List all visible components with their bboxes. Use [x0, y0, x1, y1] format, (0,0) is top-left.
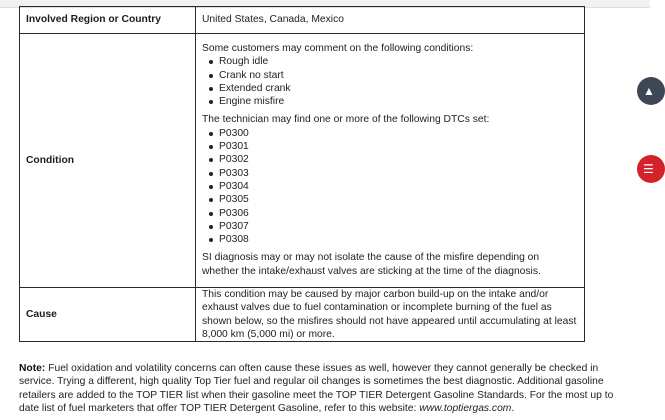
- region-value: United States, Canada, Mexico: [196, 7, 585, 34]
- diagnosis-note: SI diagnosis may or may not isolate the cause of the misfire depending on whether the intake/exhaust valves are sticking at the time of the diagnosis.: [202, 252, 541, 277]
- cause-value: This condition may be caused by major carbon build-up on the intake and/or exhaust valves due to fuel contamination or incomplete burning of the fuel as shown below, so the misfires should not have appeared until accumulating at least 8,000 km (5,000 mi) or more.: [196, 288, 585, 342]
- bulletin-table: [19, 6, 585, 342]
- list-item: P0304: [219, 180, 578, 193]
- menu-button[interactable]: [637, 155, 665, 183]
- note-label: Note:: [19, 363, 46, 374]
- symptom-list: [202, 55, 578, 108]
- toptier-link[interactable]: www.toptiergas.com: [419, 403, 512, 415]
- note-end: .: [511, 403, 515, 415]
- region-label: Involved Region or Country: [20, 7, 196, 34]
- condition-label: Condition: [20, 34, 196, 288]
- cause-row: [20, 288, 585, 342]
- condition-intro: Some customers may comment on the following conditions:: [202, 43, 474, 54]
- list-item: P0303: [219, 167, 578, 180]
- list-item: P0301: [219, 140, 578, 153]
- list-item: Rough idle: [219, 55, 578, 68]
- note-paragraph: [19, 362, 631, 416]
- list-item: P0306: [219, 207, 578, 220]
- dtc-list: [202, 127, 578, 247]
- list-item: P0300: [219, 127, 578, 140]
- condition-value: [196, 34, 585, 288]
- list-item: Engine misfire: [219, 95, 578, 108]
- share-button[interactable]: [637, 77, 665, 105]
- share-icon: ▲: [643, 84, 655, 98]
- menu-icon: ☰: [643, 162, 654, 176]
- dtc-intro: The technician may find one or more of the following DTCs set:: [202, 114, 490, 126]
- list-item: P0308: [219, 233, 578, 246]
- region-row: [20, 7, 585, 34]
- list-item: P0307: [219, 220, 578, 233]
- list-item: Crank no start: [219, 69, 578, 82]
- list-item: Extended crank: [219, 82, 578, 95]
- list-item: P0302: [219, 153, 578, 166]
- cause-label: Cause: [20, 288, 196, 342]
- list-item: P0305: [219, 193, 578, 206]
- condition-row: [20, 34, 585, 288]
- note-text: Fuel oxidation and volatility concerns can often cause these issues as well, however they cannot generally be checked in service. Trying a different, high quality Top Tier fuel and regular oil changes is sometimes the best diagnostic. Additional gasoline retailers are added to the TOP TIER list when their gasoline meet the TOP TIER Detergent Gasoline Standards. For the most up to date list of fuel marketers that offer TOP TIER Detergent Gasoline, refer to this website:: [19, 363, 614, 415]
